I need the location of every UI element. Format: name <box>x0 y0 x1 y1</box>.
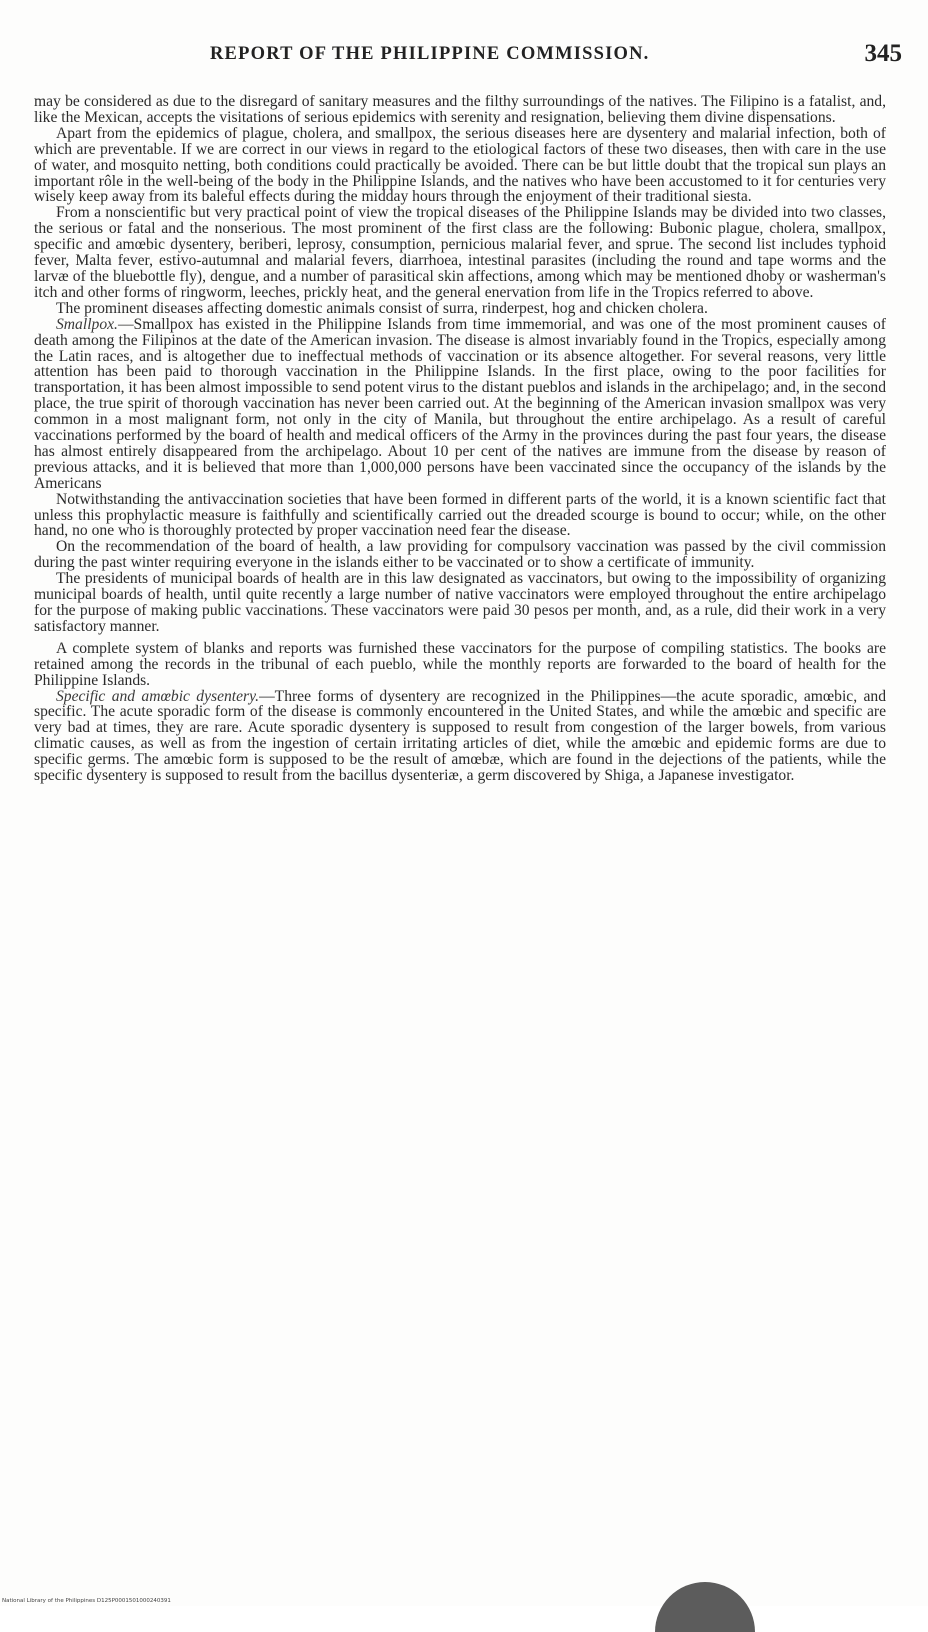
scan-credit: National Library of the Philippines D125P0001501000240391 <box>2 1598 171 1604</box>
paragraph-text: On the recommendation of the board of health, a law providing for compulsory vaccination was passed by the civil commission during the past winter requiring everyone in the islands either to be vaccinated or to show a certificate of immunity. <box>34 538 886 572</box>
paragraph-continued <box>34 94 886 126</box>
paragraph-smallpox <box>34 317 886 492</box>
paragraph <box>34 641 886 689</box>
page-number: 345 <box>864 40 902 67</box>
paragraph <box>34 539 886 571</box>
paragraph-dysentery <box>34 689 886 784</box>
paragraph-text: may be considered as due to the disregard of sanitary measures and the filthy surroundings of the natives. The Filipino is a fatalist, and, like the Mexican, accepts the visitations of serious epidemics with serenity and resignation, believing them divine dispensations. <box>34 93 886 126</box>
paragraph <box>34 301 886 317</box>
running-title: REPORT OF THE PHILIPPINE COMMISSION. <box>210 44 650 64</box>
paragraph <box>34 205 886 300</box>
paragraph-text: The prominent diseases affecting domestic animals consist of surra, rinderpest, hog and chicken cholera. <box>56 299 708 317</box>
paragraph-text: —Smallpox has existed in the Philippine Islands from time immemorial, and was one of the most prominent causes of death among the Filipinos at the date of the American invasion. The disease is almost invariably found in the Tropics, especially among the Latin races, and is altogether due to ineffectual methods of vaccination or its absence altogether. For several reasons, very little attention has been paid to thorough vaccination in the Philippine Islands. In the first place, owing to the poor facilities for transportation, it has been almost impossible to send potent virus to the distant pueblos and islands in the archipelago; and, in the second place, the true spirit of thorough vaccination has never been carried out. At the beginning of the American invasion smallpox was very common in a most malignant form, not only in the city of Manila, but throughout the entire archipelago. As a result of careful vaccinations performed by the board of health and medical officers of the Army in the provinces during the past four years, the disease has almost entirely disappeared from the archipelago. About 10 per cent of the natives are immune from the disease by reason of previous attacks, and it is believed that more than 1,000,000 persons have been vaccinated since the occupancy of the islands by the Americans <box>34 315 886 492</box>
paragraph-text: A complete system of blanks and reports was furnished these vaccinators for the purpose of compiling statistics. The books are retained among the records in the tribunal of each pueblo, while the monthly reports are forwarded to the board of health for the Philippine Islands. <box>34 639 886 689</box>
paragraph-text: From a nonscientific but very practical point of view the tropical diseases of the Philippine Islands may be divided into two classes, the serious or fatal and the nonserious. The most prominent of the first class are the following: Bubonic plague, cholera, smallpox, specific and amœbic dysentery, beriberi, leprosy, consumption, pernicious malarial fever, and sprue. The second list includes typhoid fever, Malta fever, estivo-autumnal and malarial fevers, diarrhoea, intestinal parasites (including the round and tape worms and the larvæ of the bluebottle fly), dengue, and a number of parasitical skin affections, among which may be mentioned dhoby or washerman's itch and other forms of ringworm, leeches, prickly heat, and the general enervation from life in the Tropics referred to above. <box>34 204 886 301</box>
paragraph-text: Notwithstanding the antivaccination societies that have been formed in different parts of the world, it is a known scientific fact that unless this prophylactic measure is faithfully and scientifically carried out the dreaded scourge is bound to occur; while, on the other hand, no one who is thoroughly protected by proper vaccination need fear the disease. <box>34 490 886 540</box>
paragraph-text: —Three forms of dysentery are recognized in the Philippines—the acute sporadic, amœbic, and specific. The acute sporadic form of the disease is commonly encountered in the United States, and while the amœbic and specific are very bad at times, they are rare. Acute sporadic dysentery is supposed to result from congestion of the larger bowels, from various climatic causes, as well as from the ingestion of certain irritating articles of diet, while the amœbic and epidemic forms are due to specific germs. The amœbic form is supposed to be the result of amœbæ, which are found in the dejections of the patients, while the specific dysentery is supposed to result from the bacillus dysenteriæ, a germ discovered by Shiga, a Japanese investigator. <box>34 687 886 785</box>
paragraph-text: The presidents of municipal boards of health are in this law designated as vaccinators, but owing to the impossibility of organizing municipal boards of health, until quite recently a large number of native vaccinators were employed throughout the entire archipelago for the purpose of making public vaccinations. These vaccinators were paid 30 pesos per month, and, as a rule, did their work in a very satisfactory manner. <box>34 570 886 635</box>
paragraph <box>34 571 886 635</box>
paragraph-text: Apart from the epidemics of plague, cholera, and smallpox, the serious diseases here are dysentery and malarial infection, both of which are preventable. If we are correct in our views in regard to the etiological factors of these two diseases, then with care in the use of water, and mosquito netting, both conditions could practically be avoided. There can be but little doubt that the tropical sun plays an important rôle in the well-being of the body in the Philippine Islands, and the natives who have been accustomed to it for centuries very wisely keep away from its baleful effects during the midday hours through the enjoyment of their traditional siesta. <box>34 124 886 206</box>
paragraph <box>34 492 886 540</box>
scan-thumb-shadow <box>655 1582 755 1632</box>
running-header <box>192 40 902 74</box>
section-heading-dysentery: Specific and amœbic dysentery. <box>56 687 260 705</box>
body-text <box>34 94 886 784</box>
section-heading-smallpox: Smallpox. <box>56 315 118 333</box>
paragraph <box>34 126 886 206</box>
